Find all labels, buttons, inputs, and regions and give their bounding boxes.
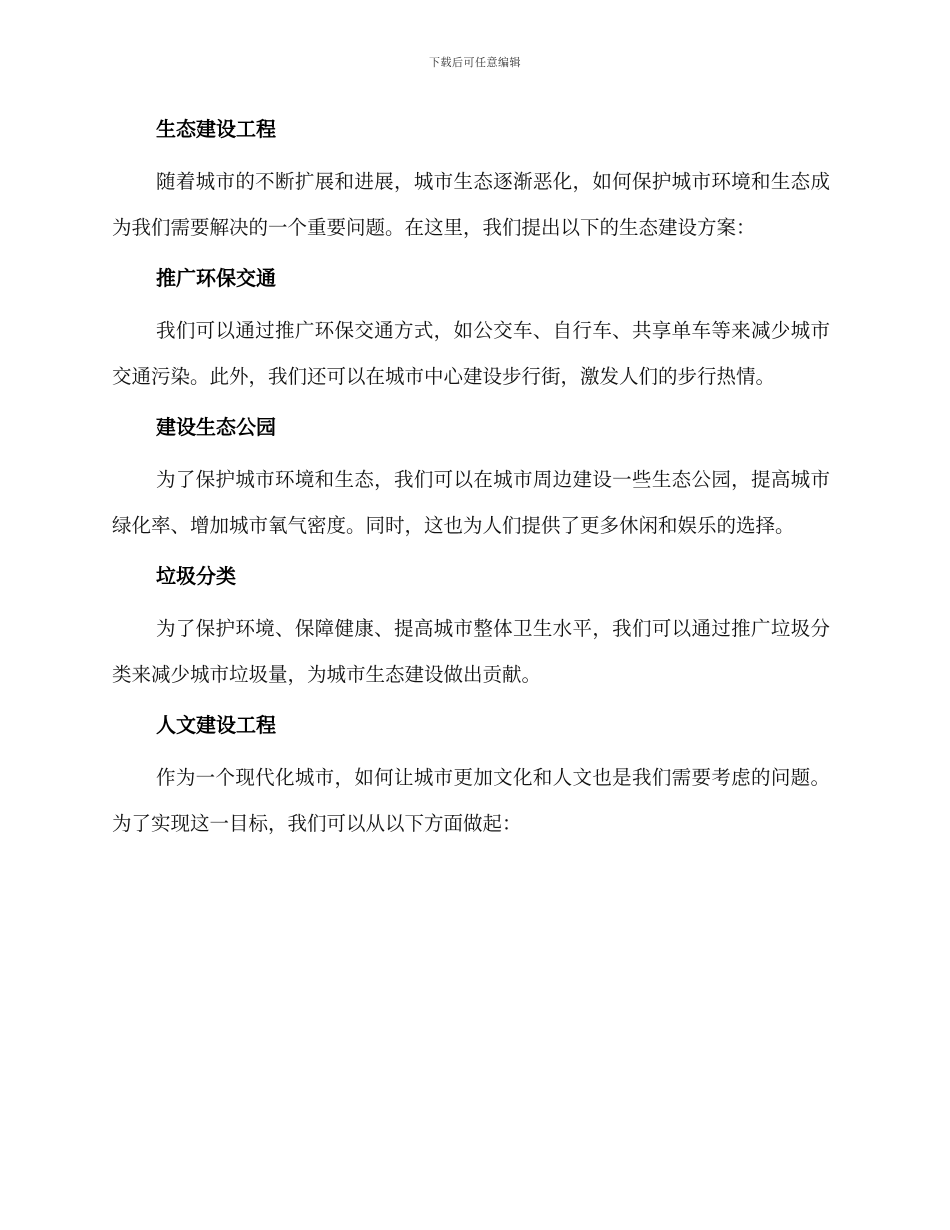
section-eco-construction: [112, 111, 830, 250]
section-heading: 垃圾分类: [156, 564, 236, 588]
page-header-note: 下载后可任意编辑: [429, 56, 521, 69]
section-waste-sorting: [112, 558, 830, 697]
section-heading: 人文建设工程: [156, 713, 276, 737]
section-green-transport: [112, 260, 830, 399]
section-paragraph: 我们可以通过推广环保交通方式，如公交车、自行车、共享单车等来减少城市交通污染。此外，我们还可以在城市中心建设步行街，激发人们的步行热情。: [112, 319, 830, 388]
section-heading: 生态建设工程: [156, 117, 276, 141]
section-paragraph: 为了保护城市环境和生态，我们可以在城市周边建设一些生态公园，提高城市绿化率、增加城市氧气密度。同时，这也为人们提供了更多休闲和娱乐的选择。: [112, 468, 830, 537]
section-paragraph: 作为一个现代化城市，如何让城市更加文化和人文也是我们需要考虑的问题。为了实现这一目标，我们可以从以下方面做起：: [112, 766, 830, 835]
section-paragraph: 为了保护环境、保障健康、提高城市整体卫生水平，我们可以通过推广垃圾分类来减少城市垃圾量，为城市生态建设做出贡献。: [112, 617, 830, 686]
section-cultural-construction: [112, 707, 830, 846]
section-paragraph: 随着城市的不断扩展和进展，城市生态逐渐恶化，如何保护城市环境和生态成为我们需要解决的一个重要问题。在这里，我们提出以下的生态建设方案：: [112, 170, 830, 239]
section-heading: 推广环保交通: [156, 266, 276, 290]
document-body: [112, 111, 830, 856]
section-eco-park: [112, 409, 830, 548]
section-heading: 建设生态公园: [156, 415, 276, 439]
